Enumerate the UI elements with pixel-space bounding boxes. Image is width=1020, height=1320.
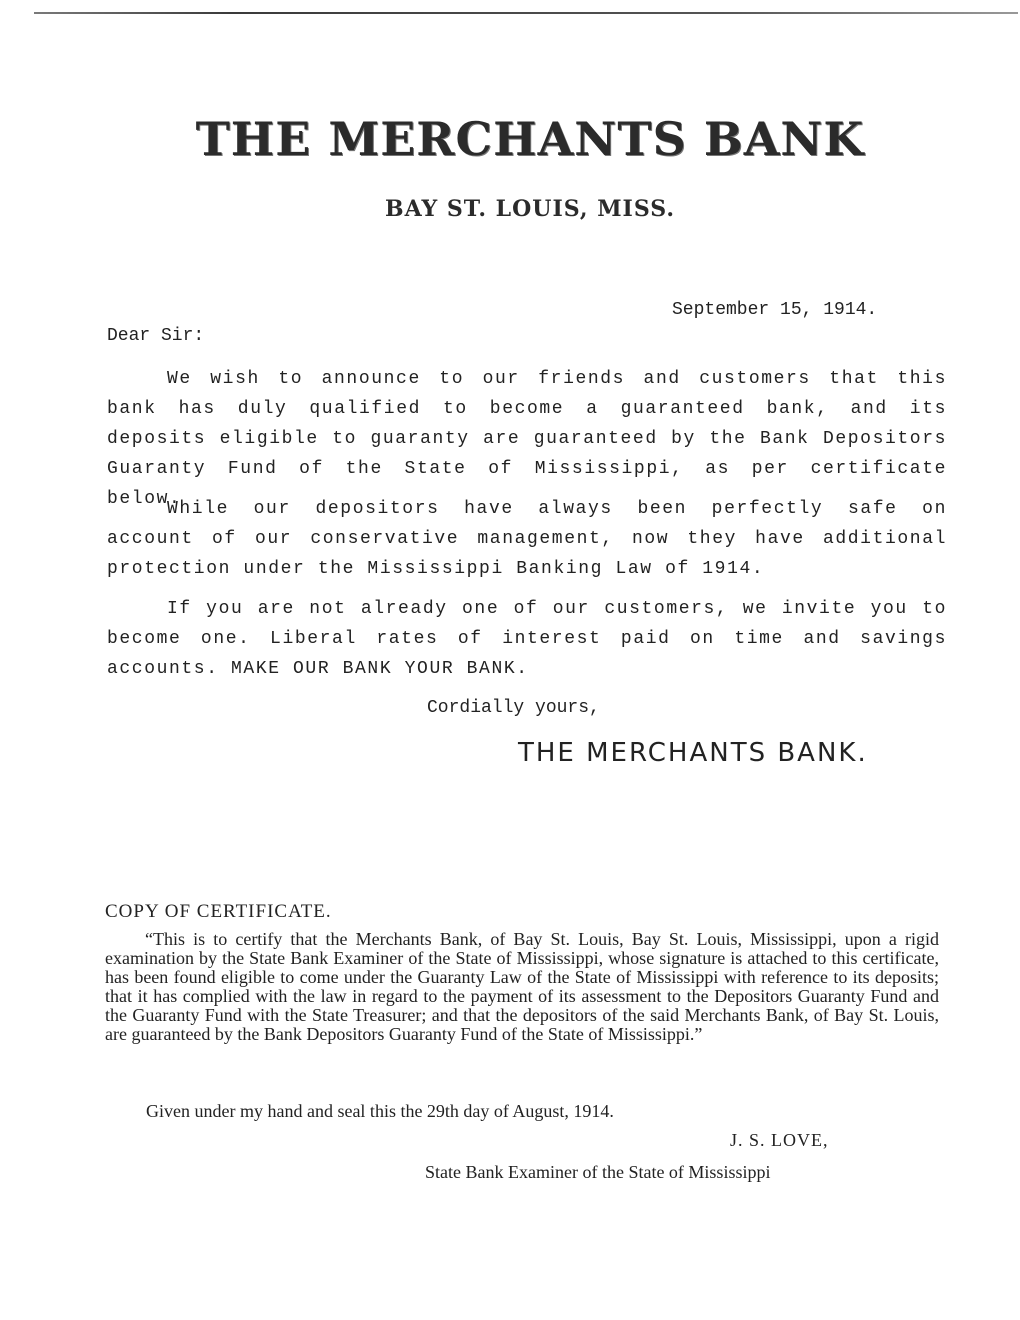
certificate-signer: J. S. LOVE, [730,1130,829,1150]
letterhead-location: BAY ST. LOUIS, MISS. [384,196,675,222]
top-rule [34,12,1018,14]
certificate-given-line: Given under my hand and seal this the 29th day of August, 1914. [146,1101,614,1121]
letter-paragraph-1: We wish to announce to our friends and customers that this bank has duly qualified to become a guaranteed bank, and its deposits eligible to guaranty are guaranteed by the Bank Depositors Guaranty Fund of the State of Mississippi, as per certificate below. [107,369,947,509]
certificate-body: “This is to certify that the Merchants Bank, of Bay St. Louis, Bay St. Louis, Mississippi, upon a rigid examination by the State Bank Examiner of the State of Mississippi, whose signature is attached to this certificate, has been found eligible to come under the Guaranty Law of the State of Mississippi with reference to its deposits; that it has complied with the law in regard to the payment of its assessment to the Depositors Guaranty Fund and the Guaranty Fund with the State Treasurer; and that the depositors of the said Merchants Bank, of Bay St. Louis, are guaranteed by the Bank Depositors Guaranty Fund of the State of Mississippi.” [105,929,939,1044]
letter-paragraph-2: While our depositors have always been perfectly safe on account of our conservative management, now they have additional protection under the Mississippi Banking Law of 1914. [107,499,947,579]
certificate-signer-title: State Bank Examiner of the State of Mississippi [425,1162,771,1182]
letter-date: September 15, 1914. [672,300,878,320]
certificate-heading: COPY OF CERTIFICATE. [105,901,332,922]
letter-paragraph-3: If you are not already one of our customers, we invite you to become one. Liberal rates of interest paid on time and savings accounts. MAKE OUR BANK YOUR BANK. [107,599,947,679]
letterhead-bank-name: THE MERCHANTS BANK [195,112,865,166]
letter-signature: THE MERCHANTS BANK. [518,738,868,768]
letter-closing: Cordially yours, [427,698,600,718]
salutation: Dear Sir: [107,326,205,346]
